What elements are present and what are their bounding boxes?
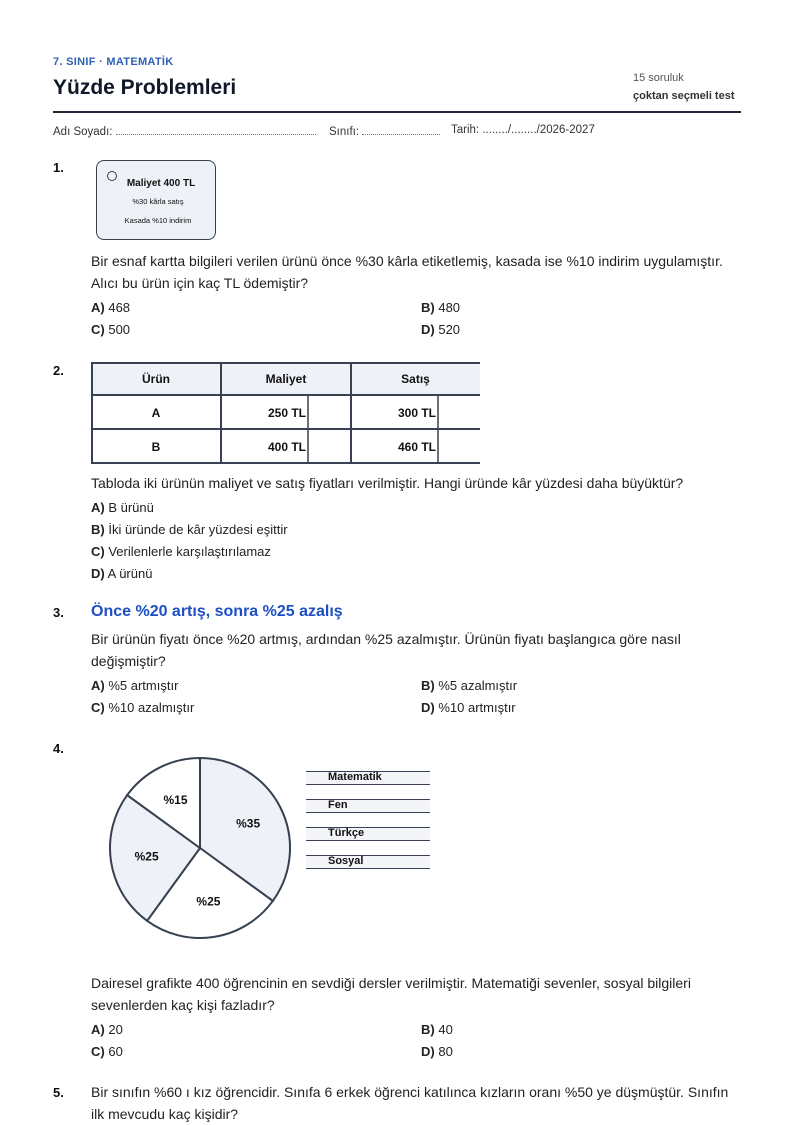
option-text: 500 [108, 322, 131, 337]
q1-option-d[interactable] [421, 322, 460, 337]
page-title: Yüzde Problemleri [53, 76, 237, 99]
pie-slice-label: %15 [163, 792, 188, 807]
q3-option-d[interactable] [421, 700, 516, 715]
option-letter: A) [91, 300, 105, 315]
question-5-text: Bir sınıfın %60 ı kız öğrencidir. Sınıfa 6 erkek öğrenci katılınca kızların oranı %50 ye düşmüştür. Sınıfın ilk mevcudu kaç kişidir? [91, 1084, 729, 1122]
q4-option-c[interactable] [91, 1044, 123, 1059]
option-text: Verilenlerle karşılaştırılamaz [108, 544, 271, 559]
q1-option-a[interactable] [91, 300, 130, 315]
legend-item: Türkçe [306, 827, 430, 841]
question-count: 15 soruluk [633, 72, 684, 84]
q3-option-a[interactable] [91, 678, 178, 693]
option-letter: C) [91, 322, 105, 337]
option-letter: D) [421, 700, 435, 715]
date-value: ......../......../2026-2027 [482, 124, 595, 136]
table-cell: B [151, 439, 161, 454]
card-discount: Kasada %10 indirim [124, 216, 192, 225]
question-3-text: Bir ürünün fiyatı önce %20 artmış, ardından %25 azalmıştır. Ürünün fiyatı başlangıca göre nasıl değişmiştir? [91, 631, 681, 669]
q4-option-a[interactable] [91, 1022, 123, 1037]
option-text: B ürünü [108, 500, 154, 515]
option-letter: D) [421, 322, 435, 337]
card-profit: %30 kârla satış [132, 197, 184, 206]
q4-option-d[interactable] [421, 1044, 453, 1059]
date-field [451, 124, 595, 136]
card-cost: Maliyet 400 TL [126, 178, 196, 189]
option-text: A ürünü [107, 566, 153, 581]
pie-slice-label: %25 [134, 849, 159, 864]
option-letter: D) [421, 1044, 435, 1059]
question-5-number: 5. [53, 1085, 64, 1100]
price-tag-card [96, 160, 216, 240]
class-label: Sınıfı: [329, 126, 360, 138]
option-text: %5 azalmıştır [438, 678, 518, 693]
option-text: 60 [108, 1044, 123, 1059]
option-text: 20 [108, 1022, 123, 1037]
table-cell: 300 TL [397, 405, 436, 420]
option-letter: A) [91, 1022, 105, 1037]
q2-option-d[interactable] [91, 566, 152, 581]
option-letter: D) [91, 566, 105, 581]
option-text: İki üründe de kâr yüzdesi eşittir [108, 522, 288, 537]
option-letter: A) [91, 678, 105, 693]
cost-sale-table [91, 362, 480, 464]
table-header-cost: Maliyet [265, 371, 307, 386]
option-text: 480 [438, 300, 461, 315]
question-3-heading: Önce %20 artış, sonra %25 azalış [91, 603, 343, 620]
table-header-product: Ürün [142, 371, 170, 386]
legend-item: Matematik [306, 771, 430, 785]
class-blank [362, 124, 440, 135]
pie-chart [100, 750, 300, 950]
q2-option-c[interactable] [91, 544, 271, 559]
question-3-number: 3. [53, 605, 64, 620]
option-text: 80 [438, 1044, 453, 1059]
option-letter: A) [91, 500, 105, 515]
option-text: %10 azalmıştır [108, 700, 195, 715]
table-cell: 400 TL [267, 439, 306, 454]
table-cell: A [151, 405, 161, 420]
option-text: 520 [438, 322, 461, 337]
legend-item: Fen [306, 799, 430, 813]
table-cell: 460 TL [397, 439, 436, 454]
table-header-sale: Satış [401, 371, 430, 386]
q3-option-b[interactable] [421, 678, 517, 693]
name-field [53, 124, 316, 138]
q1-option-b[interactable] [421, 300, 460, 315]
question-4-text: Dairesel grafikte 400 öğrencinin en sevdiği dersler verilmiştir. Matematiği sevenler, sosyal bilgileri sevenlerden kaç kişi fazladır? [91, 975, 691, 1013]
q2-option-b[interactable] [91, 522, 288, 537]
option-text: %10 artmıştır [438, 700, 516, 715]
q3-option-c[interactable] [91, 700, 194, 715]
date-label: Tarih: [451, 124, 480, 136]
subject-label: 7. SINIF · MATEMATİK [53, 56, 174, 68]
option-letter: C) [91, 544, 105, 559]
q2-option-a[interactable] [91, 500, 154, 515]
option-letter: B) [421, 1022, 435, 1037]
test-type: çoktan seçmeli test [633, 90, 735, 102]
table-cell: 250 TL [267, 405, 306, 420]
pie-slice-label: %35 [236, 816, 261, 831]
name-label: Adı Soyadı: [53, 126, 113, 138]
option-letter: B) [421, 678, 435, 693]
option-text: 468 [108, 300, 131, 315]
option-letter: C) [91, 700, 105, 715]
option-letter: B) [91, 522, 105, 537]
q1-option-c[interactable] [91, 322, 130, 337]
question-1-number: 1. [53, 160, 64, 175]
q4-option-b[interactable] [421, 1022, 453, 1037]
option-text: 40 [438, 1022, 453, 1037]
name-blank [116, 124, 316, 135]
option-letter: C) [91, 1044, 105, 1059]
class-field [329, 124, 440, 138]
option-text: %5 artmıştır [108, 678, 179, 693]
question-4-number: 4. [53, 741, 64, 756]
question-1-text: Bir esnaf kartta bilgileri verilen ürünü önce %30 kârla etiketlemiş, kasada ise %10 indirim uygulamıştır. Alıcı bu ürün için kaç TL ödemiştir? [91, 253, 723, 291]
pie-slice-label: %25 [196, 894, 221, 909]
header-divider [53, 111, 741, 113]
question-2-number: 2. [53, 363, 64, 378]
option-letter: B) [421, 300, 435, 315]
question-2-text: Tabloda iki ürünün maliyet ve satış fiyatları verilmiştir. Hangi üründe kâr yüzdesi daha büyüktür? [91, 475, 684, 491]
legend-item: Sosyal [306, 855, 430, 869]
